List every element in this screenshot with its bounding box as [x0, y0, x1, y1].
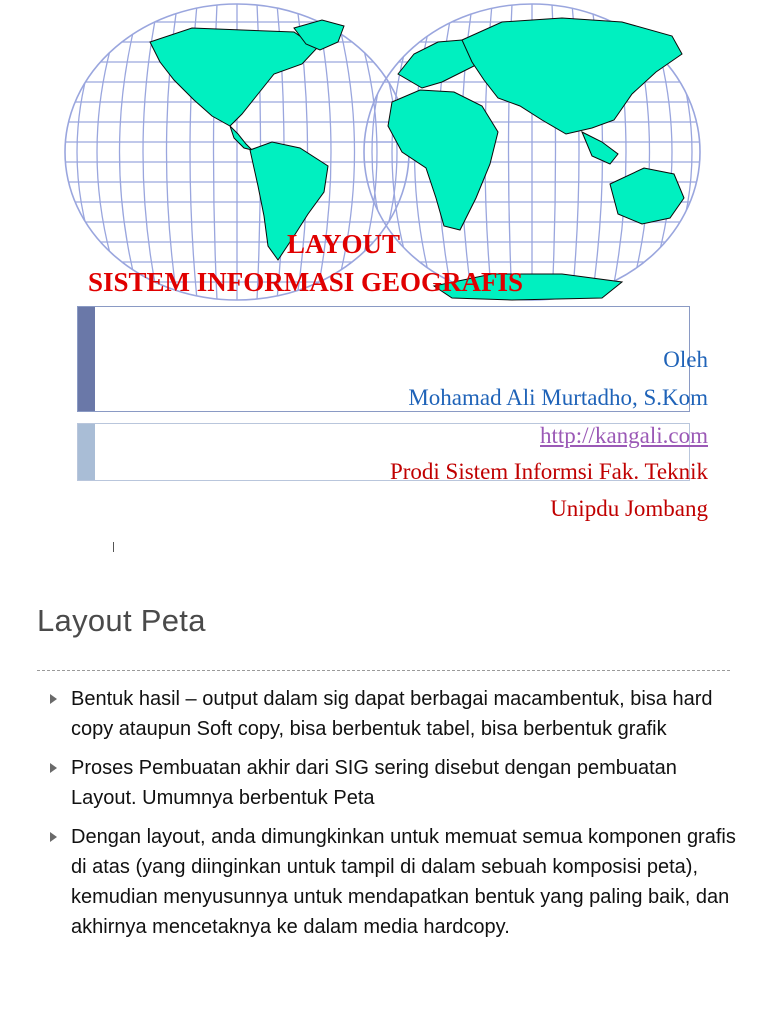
- list-item: [48, 753, 738, 813]
- accent-bar-dark: [78, 307, 95, 411]
- title-divider: [37, 670, 730, 671]
- title-line-1: LAYOUT: [287, 229, 401, 259]
- list-item: [48, 684, 738, 744]
- bullet-text: Dengan layout, anda dimungkinkan untuk memuat semua komponen grafis di atas (yang diinginkan untuk tampil di dalam sebuah komposisi peta), kemudian menyusunnya untuk mendapatkan bentuk yang paling baik, dan akhirnya mencetaknya ke dalam media hardcopy.: [71, 826, 736, 938]
- credit-author: Mohamad Ali Murtadho, S.Kom: [408, 385, 708, 410]
- title-line-2: SISTEM INFORMASI GEOGRAFIS: [88, 267, 524, 297]
- credit-university: Unipdu Jombang: [550, 496, 708, 521]
- central-america-shape: [230, 126, 252, 150]
- page-title: Layout Peta: [37, 603, 206, 638]
- list-item: [48, 822, 738, 942]
- north-america-shape: [150, 28, 317, 126]
- text-cursor: [113, 542, 114, 552]
- credit-by: Oleh: [663, 347, 708, 372]
- bullet-triangle-icon: [50, 763, 57, 773]
- bullet-list: [48, 684, 738, 951]
- bullet-triangle-icon: [50, 694, 57, 704]
- bullet-text: Bentuk hasil – output dalam sig dapat berbagai macambentuk, bisa hard copy ataupun Soft copy, bisa berbentuk tabel, bisa berbentuk grafik: [71, 688, 713, 740]
- bullet-triangle-icon: [50, 832, 57, 842]
- credit-url-link[interactable]: http://kangali.com: [540, 423, 708, 448]
- credit-department: Prodi Sistem Informsi Fak. Teknik: [389, 459, 708, 484]
- bullet-text: Proses Pembuatan akhir dari SIG sering disebut dengan pembuatan Layout. Umumnya berbentuk Peta: [71, 757, 677, 809]
- southeast-asia-shape: [582, 132, 618, 164]
- africa-shape: [388, 90, 498, 230]
- asia-shape: [462, 18, 682, 134]
- australia-shape: [610, 168, 684, 224]
- accent-bar-light: [78, 424, 95, 480]
